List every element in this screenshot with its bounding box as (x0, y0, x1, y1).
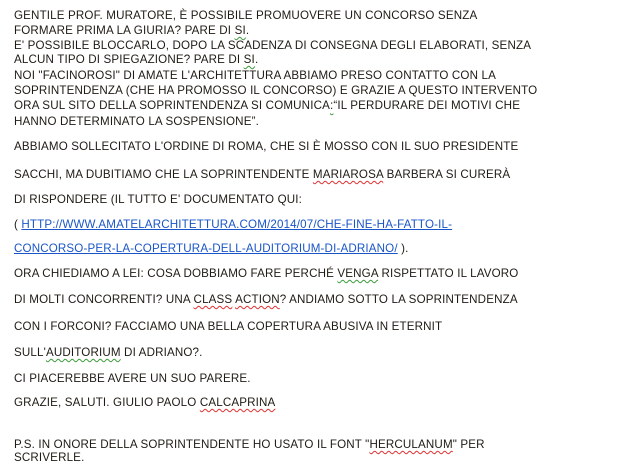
text-segment: NOI "FACINOROSI" DI AMATE L'ARCHITETTURA ABBIAMO PRESO CONTATTO CON LA (14, 69, 496, 82)
text-line (14, 69, 496, 83)
text-segment: ABBIAMO SOLLECITATO L'ORDINE DI ROMA, CHE SI È MOSSO CON IL SUO PRESIDENTE (14, 140, 519, 153)
text-segment: SACCHI, MA DUBITIAMO CHE LA SOPRINTENDENTE (14, 168, 313, 181)
text-line (14, 372, 251, 386)
text-segment: ( (14, 218, 22, 231)
text-line (14, 140, 518, 154)
grammar-flag-word: SI (243, 53, 255, 66)
spelling-error-word: HERCULANUM (369, 438, 453, 451)
text-segment: ORA CHIEDIAMO A LEI: COSA DOBBIAMO FARE PERCHÉ (14, 267, 338, 280)
text-segment: CON I FORCONI? FACCIAMO UNA BELLA COPERTURA ABUSIVA IN ETERNIT (14, 320, 443, 333)
text-segment: SOPRINTENDENZA (CHE HA PROMOSSO IL CONCORSO) E GRAZIE A QUESTO INTERVENTO (14, 84, 538, 97)
text-segment: SULL' (14, 346, 46, 359)
text-line (14, 451, 84, 465)
text-segment: DI RISPONDERE (IL TUTTO E' DOCUMENTATO QUI: (14, 193, 303, 206)
grammar-flag-word: : (330, 99, 334, 112)
text-line (14, 438, 485, 452)
text-line (14, 84, 537, 98)
text-segment: GENTILE PROF. MURATORE, È POSSIBILE PROMUOVERE UN CONCORSO SENZA (14, 9, 478, 22)
spelling-error-word: CLASS (193, 293, 233, 306)
spelling-error-word: CALCAPRINA (199, 396, 276, 409)
text-segment: BARBERA SI CURERÀ (383, 168, 511, 181)
text-segment: P.S. IN ONORE DELLA SOPRINTENDENTE HO USATO IL FONT " (14, 438, 370, 451)
url-link[interactable]: CONCORSO-PER-LA-COPERTURA-DELL-AUDITORIUM-DI-ADRIANO/ (14, 242, 398, 255)
text-line (14, 168, 510, 182)
text-line (14, 218, 452, 232)
text-line (14, 9, 477, 23)
text-segment: ORA SUL SITO DELLA SOPRINTENDENZA SI COMUNICA (14, 99, 330, 112)
text-line (14, 193, 302, 207)
text-segment: SCRIVERLE. (14, 451, 85, 464)
text-line (14, 267, 518, 281)
text-segment: “IL PERDURARE DEI MOTIVI CHE (333, 99, 521, 112)
text-segment: ALCUN TIPO DI SPIEGAZIONE? PARE DI (14, 53, 244, 66)
text-line (14, 53, 258, 67)
grammar-flag-word: AUDITORIUM (45, 346, 121, 359)
grammar-flag-word: SI (234, 24, 246, 37)
text-line (14, 115, 259, 129)
text-segment: CI PIACEREBBE AVERE UN SUO PARERE. (14, 372, 251, 385)
text-segment: " PER (452, 438, 485, 451)
url-link[interactable]: HTTP://WWW.AMATELARCHITETTURA.COM/2014/07/CHE-FINE-HA-FATTO-IL- (21, 218, 453, 231)
text-segment: ? ANDIAMO SOTTO LA SOPRINTENDENZA (279, 293, 518, 306)
text-segment: . (254, 53, 259, 66)
text-line (14, 39, 531, 53)
spelling-error-word: MARIAROSA (312, 168, 384, 181)
spelling-error-word: ACTION (235, 293, 280, 306)
text-segment: HANNO DETERMINATO LA SOSPENSIONE”. (14, 115, 259, 128)
text-segment: DI MOLTI CONCORRENTI? UNA (14, 293, 194, 306)
text-segment: RISPETTATO IL LAVORO (378, 267, 519, 280)
text-segment: E' POSSIBILE BLOCCARLO, DOPO LA SCADENZA DI CONSEGNA DEGLI ELABORATI, SENZA (14, 39, 532, 52)
text-line (14, 242, 408, 256)
text-line (14, 320, 442, 334)
grammar-flag-word: VENGA (337, 267, 379, 280)
text-line (14, 24, 249, 38)
text-segment: GRAZIE, SALUTI. GIULIO PAOLO (14, 396, 200, 409)
text-segment: ). (397, 242, 409, 255)
text-segment: DI ADRIANO?. (120, 346, 203, 359)
text-segment: FORMARE PRIMA LA GIURIA? PARE DI (14, 24, 235, 37)
text-line (14, 396, 275, 410)
text-line (14, 99, 520, 113)
text-line (14, 293, 518, 307)
text-line (14, 346, 203, 360)
text-segment: . (245, 24, 250, 37)
